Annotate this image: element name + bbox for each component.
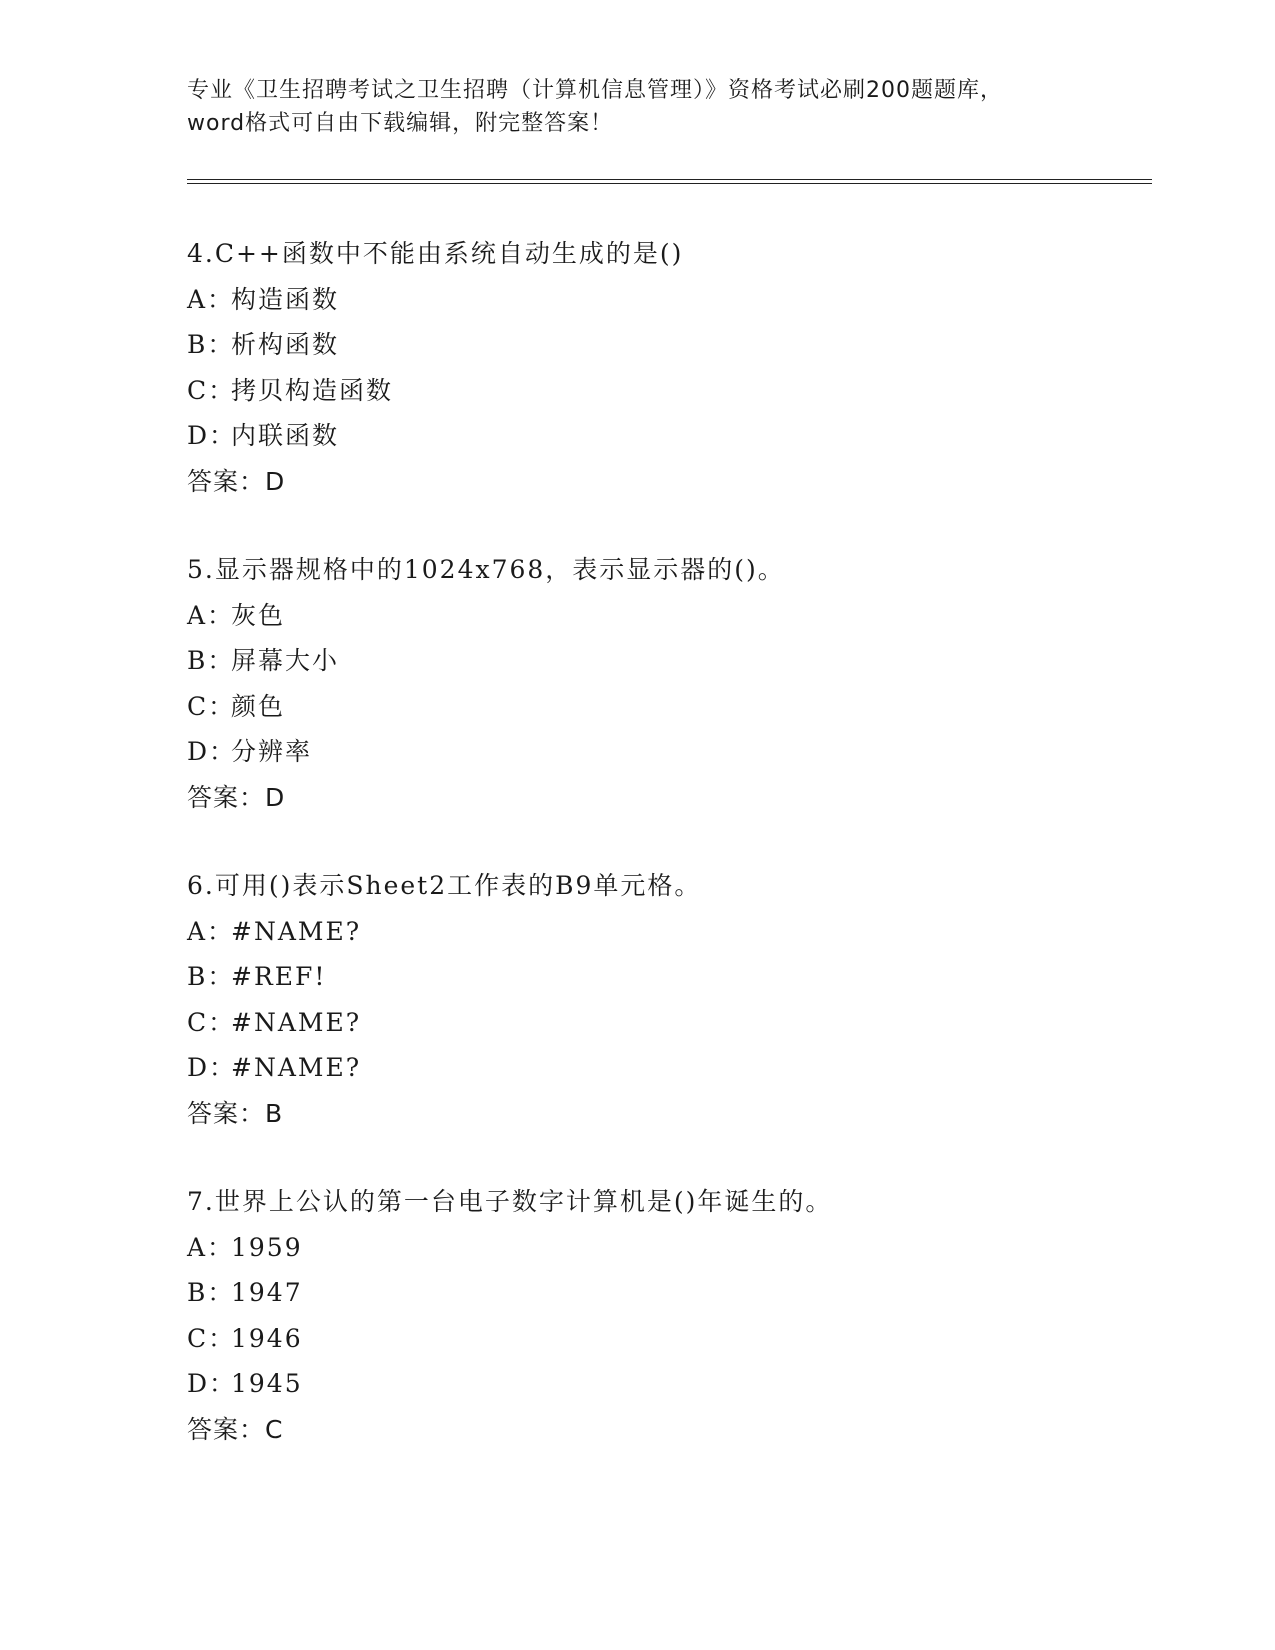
option-b xyxy=(187,638,1147,684)
question-5 xyxy=(187,547,1147,820)
question-title: 4.C++函数中不能由系统自动生成的是() xyxy=(187,239,684,268)
option-text: #NAME? xyxy=(231,1007,362,1037)
option-text: 内联函数 xyxy=(231,421,340,450)
answer-line: 答案：B xyxy=(187,1098,284,1128)
option-b xyxy=(187,1270,1147,1316)
question-title: 7.世界上公认的第一台电子数字计算机是()年诞生的。 xyxy=(187,1187,833,1216)
option-letter: D： xyxy=(187,421,237,450)
option-d xyxy=(187,413,1147,459)
question-7 xyxy=(187,1179,1147,1452)
option-text: #NAME? xyxy=(231,916,362,946)
document-header xyxy=(187,74,1087,140)
option-text: #REF! xyxy=(231,962,327,991)
answer-line: 答案：C xyxy=(187,1414,284,1444)
option-c xyxy=(187,1000,1147,1046)
option-text: 构造函数 xyxy=(231,284,340,314)
option-d xyxy=(187,1361,1147,1407)
option-a xyxy=(187,1225,1147,1271)
option-letter: D： xyxy=(187,1369,237,1398)
option-letter: B： xyxy=(187,330,235,359)
option-letter: B： xyxy=(187,646,235,675)
option-letter: D： xyxy=(187,737,237,766)
option-text: 1947 xyxy=(231,1278,303,1307)
option-letter: D： xyxy=(187,1053,237,1082)
question-6 xyxy=(187,863,1147,1136)
option-text: 灰色 xyxy=(231,600,286,630)
option-letter: C： xyxy=(187,1007,236,1037)
answer-line: 答案：D xyxy=(187,782,286,812)
option-b xyxy=(187,322,1147,368)
option-letter: A： xyxy=(187,600,235,630)
option-text: 析构函数 xyxy=(231,330,340,359)
option-letter: C： xyxy=(187,691,236,721)
option-d xyxy=(187,1045,1147,1091)
option-c xyxy=(187,1316,1147,1362)
question-4 xyxy=(187,231,1147,504)
option-letter: B： xyxy=(187,962,235,991)
header-divider-top xyxy=(187,179,1152,180)
header-line-2: word格式可自由下载编辑，附完整答案！ xyxy=(187,111,614,136)
header-divider-bottom xyxy=(187,183,1152,184)
option-c xyxy=(187,368,1147,414)
option-text: 1945 xyxy=(231,1369,303,1398)
header-line-1: 专业《卫生招聘考试之卫生招聘（计算机信息管理）》资格考试必刷200题题库， xyxy=(187,78,1003,103)
option-text: 分辨率 xyxy=(231,737,313,766)
option-text: 屏幕大小 xyxy=(231,646,340,675)
answer-line: 答案：D xyxy=(187,466,286,496)
option-text: 1946 xyxy=(231,1323,303,1353)
option-a xyxy=(187,277,1147,323)
question-title: 6.可用()表示Sheet2工作表的B9单元格。 xyxy=(187,871,702,900)
option-a xyxy=(187,593,1147,639)
option-letter: A： xyxy=(187,1232,235,1262)
option-c xyxy=(187,684,1147,730)
option-letter: A： xyxy=(187,284,235,314)
option-a xyxy=(187,909,1147,955)
option-text: 拷贝构造函数 xyxy=(231,375,394,405)
option-text: 颜色 xyxy=(231,691,286,721)
option-text: 1959 xyxy=(231,1232,303,1262)
option-text: #NAME? xyxy=(231,1053,362,1082)
option-letter: C： xyxy=(187,375,236,405)
option-b xyxy=(187,954,1147,1000)
option-d xyxy=(187,729,1147,775)
option-letter: A： xyxy=(187,916,235,946)
question-title: 5.显示器规格中的1024x768，表示显示器的()。 xyxy=(187,555,785,584)
option-letter: B： xyxy=(187,1278,235,1307)
option-letter: C： xyxy=(187,1323,236,1353)
